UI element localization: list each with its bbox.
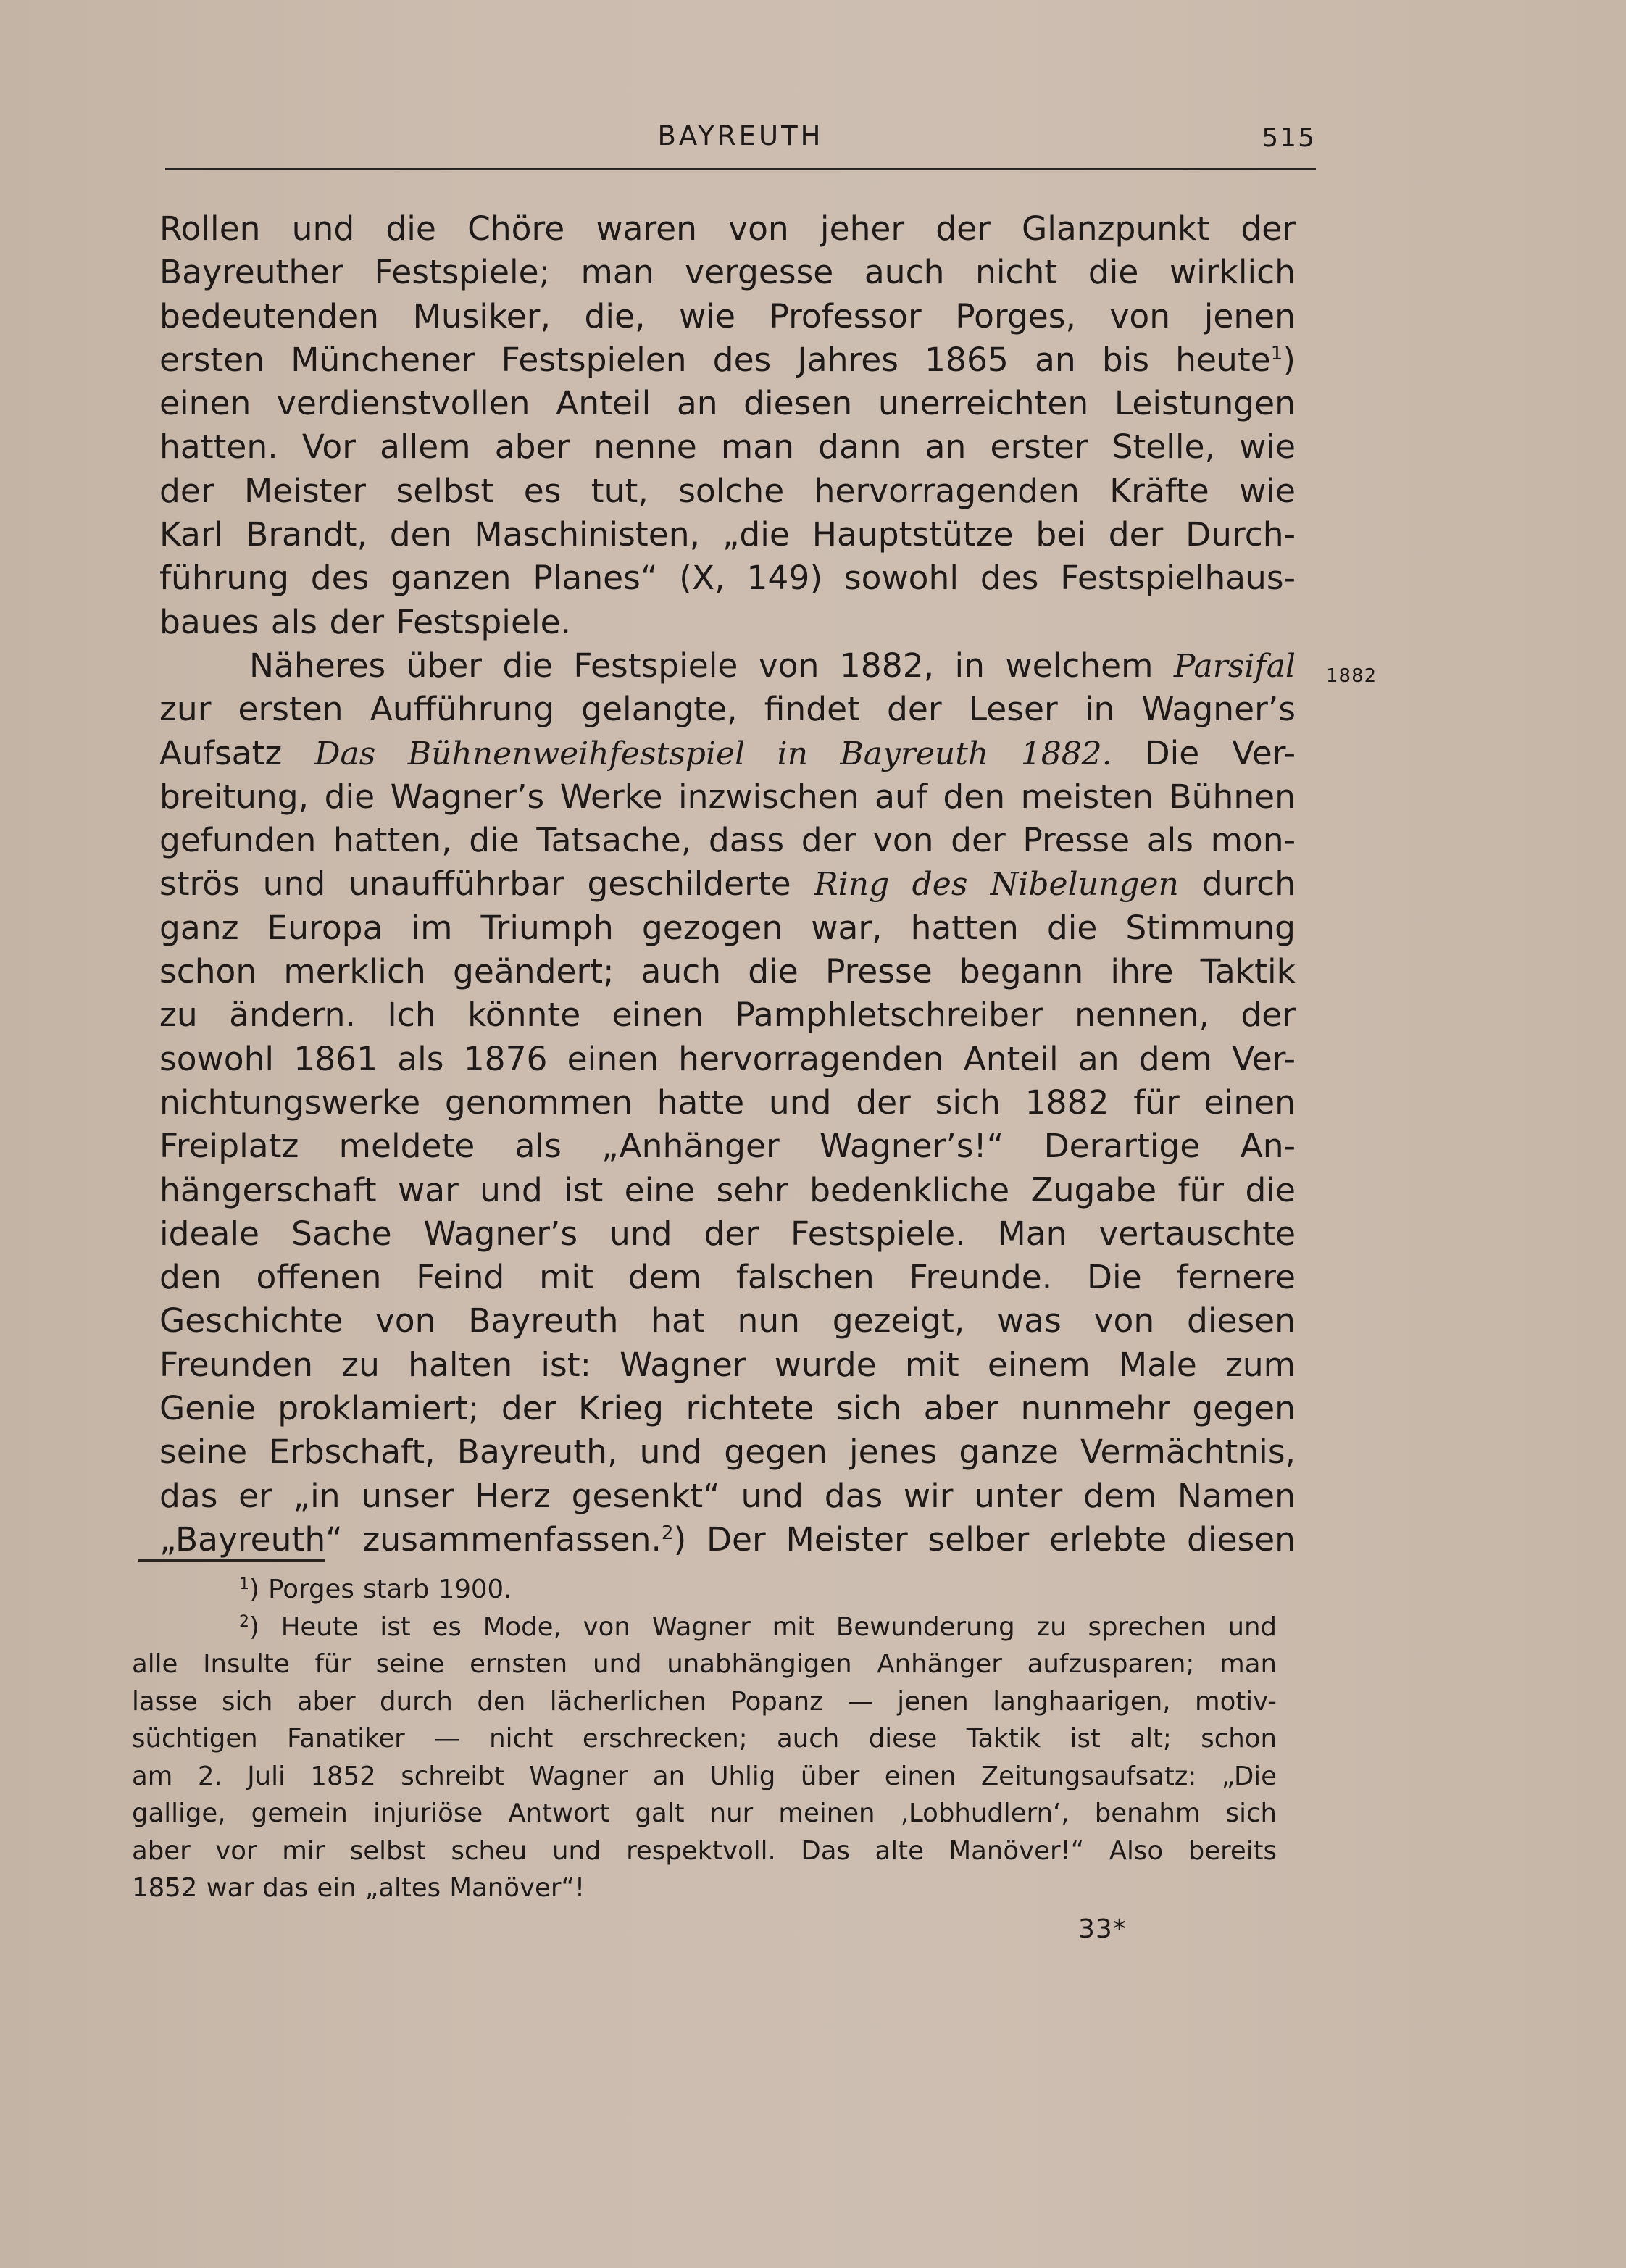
text-line: sowohl 1861 als 1876 einen hervorragenden Anteil an dem Ver- (159, 1039, 1296, 1078)
footnote-marker: 2 (239, 1612, 249, 1631)
text-line: das er „in unser Herz gesenkt“ und das wir unter dem Namen (159, 1476, 1296, 1515)
text-line: hängerschaft war und ist eine sehr bedenkliche Zugabe für die (159, 1170, 1296, 1209)
footnotes (132, 1571, 1277, 1907)
text-line: bedeutenden Musiker, die, wie Professor Porges, von jenen (159, 296, 1296, 335)
body-text (159, 207, 1296, 1562)
text-line: „Bayreuth“ zusammenfassen.$^2$) Der Meister selber erlebte diesen (159, 1519, 1296, 1559)
running-title: BAYREUTH (657, 120, 824, 151)
text-line: nichtungswerke genommen hatte und der sich 1882 für einen (159, 1083, 1296, 1122)
footnote-2-line: $^2$) Heute ist es Mode, von Wagner mit Bewunderung zu sprechen und (239, 1612, 1277, 1642)
italic-title: Ring des Nibelungen (814, 866, 1179, 904)
text-line: Aufsatz Das Bühnenweihfestspiel in Bayreuth 1882. Die Ver- (159, 733, 1296, 772)
footnote-reference: 2 (661, 1522, 674, 1544)
text-line: hatten. Vor allem aber nenne man dann an erster Stelle, wie (159, 428, 1296, 467)
text-line: Rollen und die Chöre waren von jeher der Glanzpunkt der (159, 209, 1296, 248)
footnote-2-line: süchtigen Fanatiker — nicht erschrecken; auch diese Taktik ist alt; schon (132, 1724, 1277, 1754)
footnote-1: $^1$) Porges starb 1900. (239, 1575, 512, 1604)
text-line: zur ersten Aufführung gelangte, findet der Leser in Wagner’s (159, 690, 1296, 729)
footnote-2-line: gallige, gemein injuriöse Antwort galt nur meinen ‚Lobhudlern‘, benahm sich (132, 1798, 1277, 1828)
text-line: zu ändern. Ich könnte einen Pamphletschreiber nennen, der (159, 996, 1296, 1035)
footnote-reference: 1 (1270, 342, 1283, 364)
footnote-2-line: lasse sich aber durch den lächerlichen Popanz — jenen langhaarigen, motiv- (132, 1686, 1277, 1717)
text-line: ersten Münchener Festspielen des Jahres 1865 an bis heute$^1$) (159, 340, 1296, 379)
footnote-2-line: alle Insulte für seine ernsten und unabhängigen Anhänger aufzusparen; man (132, 1649, 1277, 1679)
text-line: der Meister selbst es tut, solche hervorragenden Kräfte wie (159, 471, 1296, 510)
text-line: einen verdienstvollen Anteil an diesen unerreichten Leistungen (159, 384, 1296, 423)
text-line: Karl Brandt, den Maschinisten, „die Hauptstütze bei der Durch- (159, 515, 1296, 554)
page-number: 515 (1262, 123, 1316, 153)
text-line: führung des ganzen Planes“ (X, 149) sowohl des Festspielhaus- (159, 559, 1296, 598)
text-line: Bayreuther Festspiele; man vergesse auch nicht die wirklich (159, 253, 1296, 292)
text-line: strös und unaufführbar geschilderte Ring des Nibelungen durch (159, 864, 1296, 904)
italic-title: Parsifal (1173, 647, 1296, 685)
footnote-2-line: am 2. Juli 1852 schreibt Wagner an Uhlig über einen Zeitungsaufsatz: „Die (132, 1761, 1277, 1791)
text-line: Geschichte von Bayreuth hat nun gezeigt, was von diesen (159, 1301, 1296, 1341)
text-line: Freiplatz meldete als „Anhänger Wagner’s!“ Derartige An- (159, 1127, 1296, 1166)
text-line: ideale Sache Wagner’s und der Festspiele. Man vertauschte (159, 1214, 1296, 1253)
header-rule (165, 168, 1316, 170)
text-line: ganz Europa im Triumph gezogen war, hatten die Stimmung (159, 908, 1296, 947)
footnote-rule (138, 1559, 325, 1562)
text-line: Näheres über die Festspiele von 1882, in welchem Parsifal (249, 646, 1296, 685)
text-line: baues als der Festspiele. (159, 602, 572, 641)
text-line: Genie proklamiert; der Krieg richtete sich aber nunmehr gegen (159, 1389, 1296, 1428)
text-line: den offenen Feind mit dem falschen Freunde. Die fernere (159, 1258, 1296, 1297)
footnote-2-line: 1852 war das ein „altes Manöver“! (132, 1873, 585, 1903)
printer-signature-mark: 33* (1078, 1914, 1127, 1944)
margin-year-note: 1882 (1326, 665, 1377, 687)
footnote-marker: 1 (239, 1575, 249, 1593)
page-header (165, 116, 1316, 168)
text-line: seine Erbschaft, Bayreuth, und gegen jenes ganze Vermächtnis, (159, 1433, 1296, 1472)
text-line: Freunden zu halten ist: Wagner wurde mit einem Male zum (159, 1345, 1296, 1384)
text-line: breitung, die Wagner’s Werke inzwischen auf den meisten Bühnen (159, 777, 1296, 816)
footnote-2-line: aber vor mir selbst scheu und respektvoll. Das alte Manöver!“ Also bereits (132, 1835, 1277, 1866)
italic-title: Das Bühnenweihfestspiel in Bayreuth 1882. (314, 735, 1112, 772)
text-line: gefunden hatten, die Tatsache, dass der von der Presse als mon- (159, 821, 1296, 860)
text-line: schon merklich geändert; auch die Presse begann ihre Taktik (159, 952, 1296, 991)
